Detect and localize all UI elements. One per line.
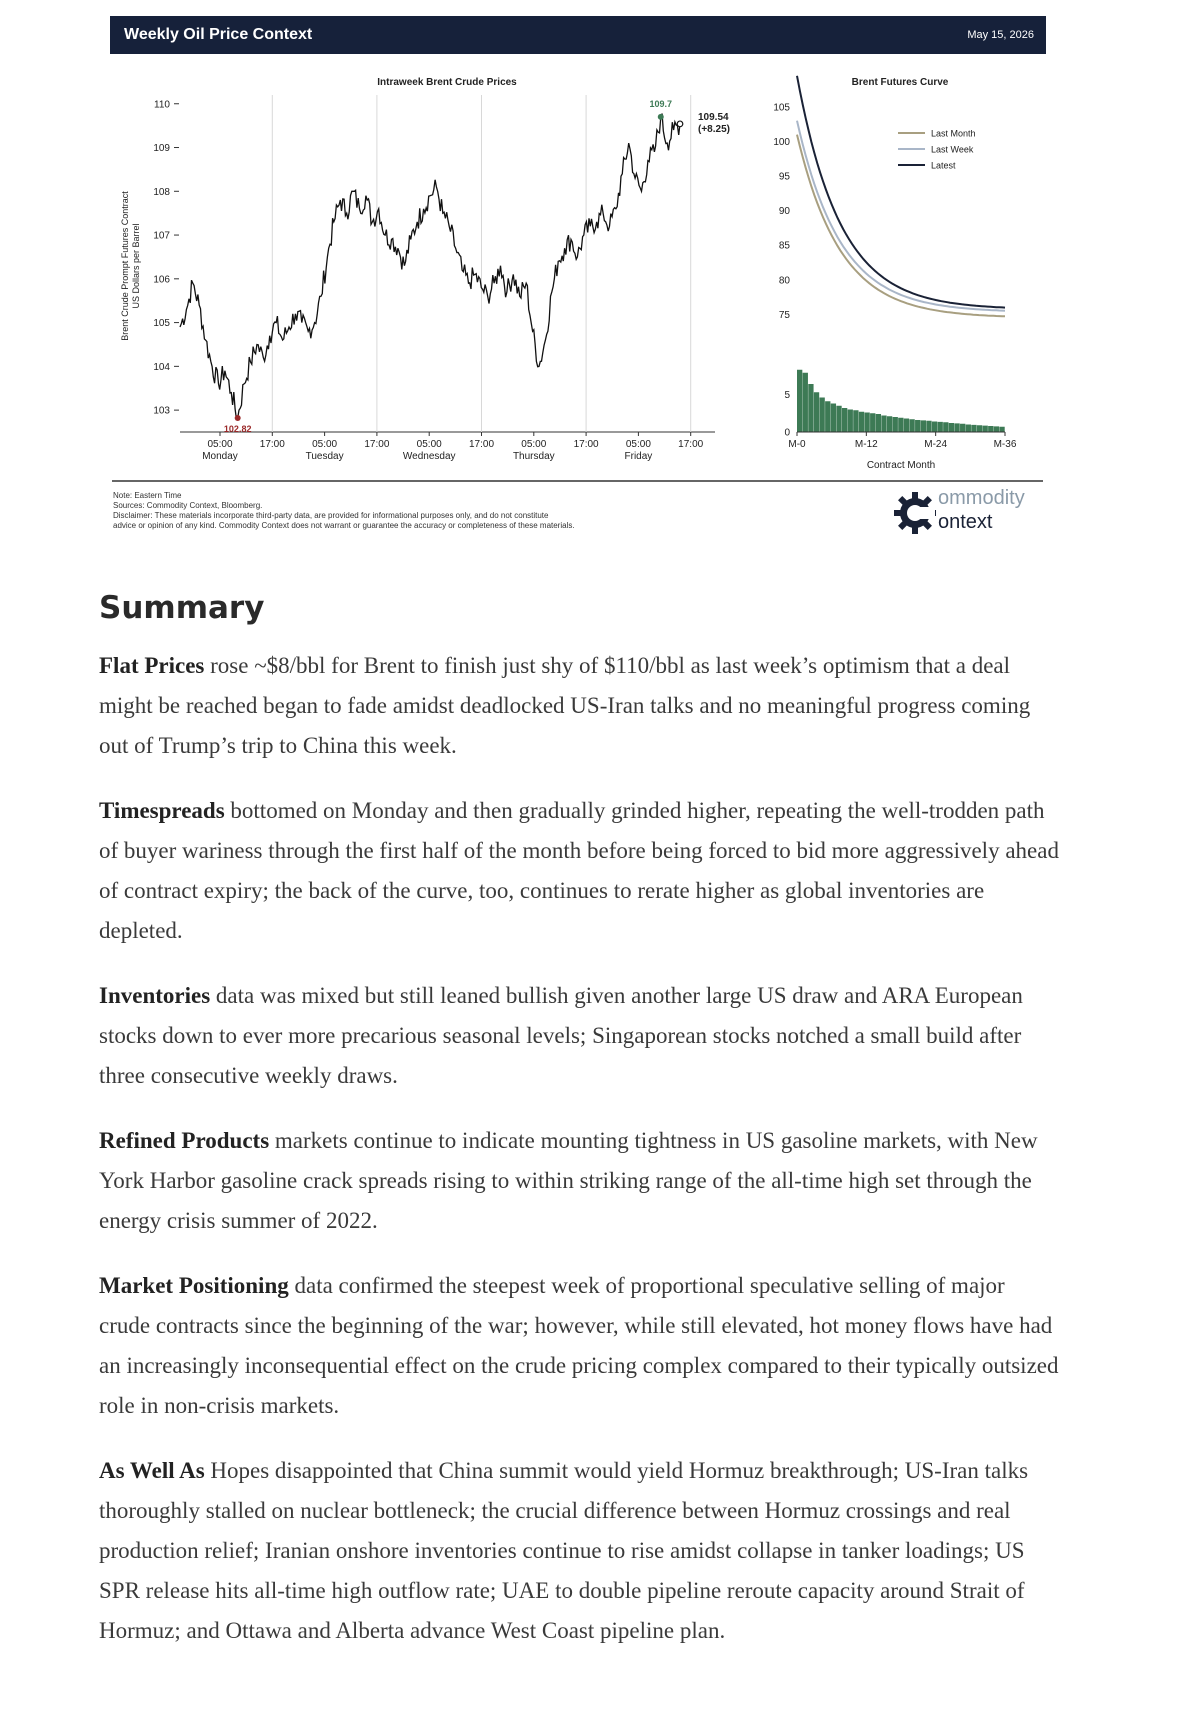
spread-bar [870, 413, 875, 432]
curve-y-tick-label: 95 [778, 171, 790, 183]
intraweek-x-tick-label: 17:00 [468, 439, 495, 450]
spread-bar [797, 370, 802, 432]
summary-paragraph-timespreads [99, 791, 1059, 951]
paragraph-lead: Market Positioning [99, 1273, 289, 1298]
spread-bar [926, 421, 931, 432]
intraweek-x-tick-label: 17:00 [573, 439, 599, 450]
curve-x-tick-label: M-36 [993, 439, 1017, 450]
logo-text-bottom: ontext [938, 511, 993, 533]
spread-bar [938, 422, 943, 432]
intraweek-y-tick-label: 110 [154, 99, 170, 111]
curve-y-tick-label: 85 [778, 240, 790, 252]
spread-bar [904, 419, 909, 433]
high-price-marker [658, 114, 664, 120]
spread-bar [921, 420, 926, 432]
spread-bar [803, 373, 808, 432]
low-price-label: 102.82 [223, 423, 252, 434]
spread-bar [999, 427, 1004, 432]
footnote-sources: Sources: Commodity Context, Bloomberg. [113, 501, 263, 510]
last-price-marker [677, 121, 683, 127]
gear-icon [892, 490, 938, 536]
paragraph-lead: Inventories [99, 983, 211, 1008]
last-price-label: 109.54 [698, 112, 729, 123]
intraweek-y-tick-label: 105 [153, 318, 170, 330]
spread-bar [898, 418, 903, 432]
low-price-marker [235, 415, 241, 421]
spread-bar [825, 401, 830, 432]
footnote-disclaimer-1: Disclaimer: These materials incorporate third-party data, are provided for informational purposes only, and do not constitute [113, 511, 549, 520]
summary-paragraph-flat-prices [99, 646, 1059, 766]
spread-bar [954, 423, 959, 432]
paragraph-text: rose ~$8/bbl for Brent to finish just shy of $110/bbl as last week’s optimism that a deal might be reached began to fade amidst deadlocked US-Iran talks and no meaningful progress coming out of Trump’s trip to China this week. [99, 653, 1031, 758]
curve-y-tick-label: 80 [778, 275, 790, 287]
spread-bar [988, 426, 993, 432]
spread-bar [977, 425, 982, 432]
intraweek-x-tick-label: 05:00 [312, 439, 338, 450]
spread-bar [971, 425, 976, 432]
paragraph-lead: As Well As [99, 1458, 205, 1483]
summary-paragraph-as-well-as [99, 1451, 1059, 1651]
curve-x-tick-label: M-12 [854, 439, 878, 450]
paragraph-text: bottomed on Monday and then gradually grinded higher, repeating the well-trodden path of buyer wariness through the first half of the month before being forced to bid more aggressively ahead of contract expiry; the back of the curve, too, continues to rerate higher as global inventories are depleted. [99, 798, 1059, 943]
curve-x-tick-label: M-24 [924, 439, 948, 450]
curve-x-tick-label: M-0 [788, 439, 806, 450]
intraweek-y-tick-label: 103 [153, 405, 170, 417]
intraweek-x-day-label: Thursday [512, 451, 555, 462]
high-price-label: 109.7 [649, 98, 673, 109]
intraweek-x-tick-label: 05:00 [416, 439, 442, 450]
commodity-context-logo [892, 487, 1042, 539]
intraweek-y-tick-label: 107 [153, 230, 170, 242]
summary-heading: Summary [99, 590, 265, 626]
intraweek-x-tick-label: 17:00 [364, 439, 390, 450]
intraweek-x-tick-label: 05:00 [207, 439, 233, 450]
spread-bar [831, 404, 836, 433]
brent-price-line [180, 114, 680, 419]
curve-legend-label: Latest [931, 160, 956, 171]
charts-panel [0, 0, 1200, 560]
curve-y-tick-label: 75 [778, 309, 790, 321]
summary-paragraph-market-positioning [99, 1266, 1059, 1426]
last-price-change-label: (+8.25) [698, 124, 730, 135]
curve-x-axis-label: Contract Month [866, 460, 936, 471]
intraweek-x-day-label: Wednesday [402, 451, 456, 462]
spread-bar [853, 410, 858, 432]
spread-bar [960, 424, 965, 432]
curve-chart-title: Brent Futures Curve [851, 77, 949, 88]
summary-paragraph-inventories [99, 976, 1059, 1096]
paragraph-text: data was mixed but still leaned bullish given another large US draw and ARA European stocks down to ever more precarious seasonal levels; Singaporean stocks notched a small build after three consecutive weekly draws. [99, 983, 1023, 1088]
intraweek-y-axis-label: Brent Crude Prompt Futures Contract [120, 191, 130, 341]
intraweek-y-axis-unit: US Dollars per Barrel [131, 223, 141, 309]
paragraph-text: markets continue to indicate mounting tightness in US gasoline markets, with New York Harbor gasoline crack spreads rising to within striking range of the all-time high set through the energy crisis summer of 2022. [99, 1128, 1038, 1233]
curve-y-tick-label: 100 [773, 136, 790, 148]
curve-legend-label: Last Month [931, 128, 976, 139]
spread-bar [949, 423, 954, 432]
intraweek-x-tick-label: 05:00 [521, 439, 547, 450]
paragraph-text: data confirmed the steepest week of proportional speculative selling of major crude contracts since the beginning of the war; however, while still elevated, hot money flows have had an increasingly inconsequential effect on the crude pricing complex compared to their typically outsized role in non-crisis markets. [99, 1273, 1059, 1418]
paragraph-lead: Flat Prices [99, 653, 205, 678]
spread-bar [814, 392, 819, 432]
spread-bar [893, 417, 898, 432]
spread-bar [881, 416, 886, 433]
paragraph-text: Hopes disappointed that China summit would yield Hormuz breakthrough; US-Iran talks thoroughly stalled on nuclear bottleneck; the crucial difference between Hormuz crossings and real production relief; Iranian onshore inventories continue to rise amidst collapse in tanker loadings; US SPR release hits all-time high outflow rate; UAE to double pipeline reroute capacity around Strait of Hormuz; and Ottawa and Alberta advance West Coast pipeline plan. [99, 1458, 1029, 1643]
summary-paragraph-refined-products [99, 1121, 1059, 1241]
spread-bar [876, 414, 881, 432]
bar-y-tick-label: 5 [784, 390, 790, 401]
intraweek-chart-title: Intraweek Brent Crude Prices [377, 77, 517, 88]
intraweek-x-day-label: Tuesday [305, 451, 344, 462]
bar-y-tick-label: 0 [784, 427, 790, 439]
spread-bar [808, 384, 813, 432]
report-title: Weekly Oil Price Context [124, 26, 313, 43]
intraweek-y-tick-label: 108 [153, 186, 170, 198]
footnote-disclaimer-2: advice or opinion of any kind. Commodity Context does not warrant or guarantee the accuracy or completeness of these materials. [113, 521, 575, 530]
paragraph-lead: Timespreads [99, 798, 225, 823]
spread-bar [966, 425, 971, 433]
curve-line-latest [797, 76, 1005, 308]
intraweek-y-tick-label: 109 [153, 143, 170, 155]
intraweek-x-day-label: Monday [202, 451, 238, 462]
summary-body [99, 646, 1059, 1676]
footnote-note: Note: Eastern Time [113, 491, 182, 500]
intraweek-x-tick-label: 17:00 [259, 439, 285, 450]
paragraph-lead: Refined Products [99, 1128, 270, 1153]
spread-bar [915, 420, 920, 432]
spread-bar [983, 426, 988, 432]
spread-bar [943, 422, 948, 432]
report-date: May 15, 2026 [967, 29, 1034, 41]
intraweek-y-tick-label: 104 [153, 361, 170, 373]
intraweek-x-tick-label: 17:00 [678, 439, 704, 450]
curve-legend-label: Last Week [931, 144, 974, 155]
curve-y-tick-label: 90 [778, 206, 790, 218]
spread-bar [848, 410, 853, 433]
spread-bar [842, 408, 847, 432]
spread-bar [819, 398, 824, 433]
spread-bar [887, 416, 892, 432]
spread-bar [836, 406, 841, 432]
intraweek-y-tick-label: 106 [153, 274, 170, 286]
spread-bar [932, 422, 937, 433]
spread-bar [994, 426, 999, 432]
chart-footnote [113, 491, 753, 531]
intraweek-x-tick-label: 05:00 [625, 439, 651, 450]
spread-bar [864, 413, 869, 433]
spread-bar [909, 419, 914, 432]
intraweek-x-day-label: Friday [624, 451, 653, 462]
logo-text-top: ommodity [938, 487, 1025, 509]
curve-y-tick-label: 105 [773, 102, 790, 114]
spread-bar [859, 412, 864, 432]
